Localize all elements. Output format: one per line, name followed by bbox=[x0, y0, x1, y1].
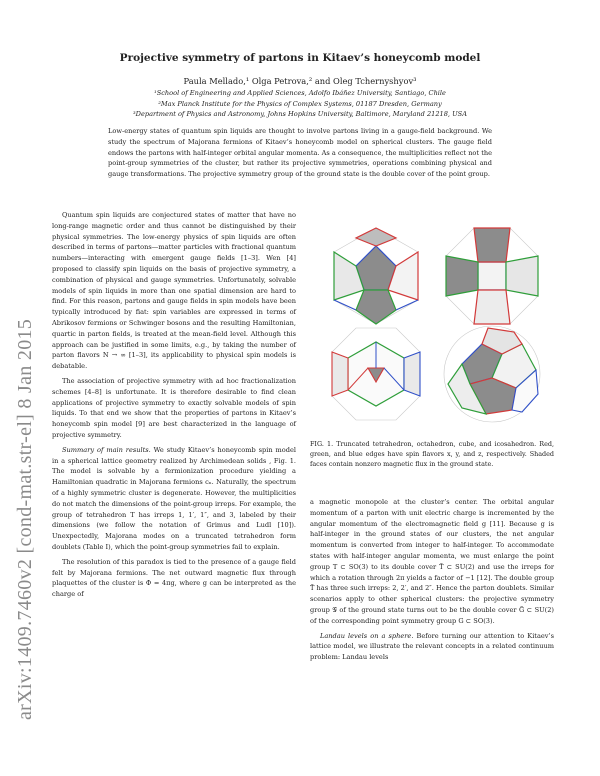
affiliation-1: ¹School of Engineering and Applied Sciences, Adolfo Ibáñez University, Santiago, Chile bbox=[154, 89, 446, 97]
right-column bbox=[310, 497, 554, 663]
paragraph: Quantum spin liquids are conjectured states of matter that have no long-range magnetic order and thus cannot be distinguished by their physical symmetries. The low-energy physics of spin liquids are often described in terms of partons—matter particles with fractional quantum numbers—interacting with emergent gauge fields [1–3]. Wen [4] proposed to classify spin liquids on the basis of projective symmetry, a combination of physical and gauge symmetries. Unfortunately, solvable models of spin liquids in more than one spatial dimension are hard to find. For this reason, partons and gauge fields in spin models have been typically introduced by fiat: spin variables are expressed in terms of Abrikosov fermions or Schwinger bosons and the resulting Hamiltonian, quartic in parton fields, is treated at the mean-field level. Although this approach can be justified in some limits, e.g., by taking the number of parton flavors N → ∞ [1–3], its applicability to physical spin models is debatable. bbox=[52, 211, 296, 371]
arxiv-id: arXiv:1409.7460v2 [cond-mat.str-el] 8 Jan 2015 bbox=[14, 318, 36, 720]
paper-authors: Paula Mellado,¹ Olga Petrova,² and Oleg Tchernyshyov³ bbox=[183, 76, 417, 86]
paragraph bbox=[52, 445, 296, 553]
affiliation-3: ³Department of Physics and Astronomy, Johns Hopkins University, Baltimore, Maryland 21218, USA bbox=[133, 110, 467, 119]
paragraph: The resolution of this paradox is tied to the presence of a gauge field felt by Majorana fermions. The net outward magnetic flux through plaquettes of the cluster is Φ = 4πg, where g can be interpreted as the charge of bbox=[52, 557, 296, 599]
figure-1 bbox=[318, 224, 550, 428]
figure-caption: FIG. 1. Truncated tetrahedron, octahedron, cube, and icosahedron. Red, green, and blue edges have spin flavors x, y, and z, respectively. Shaded faces contain nonzero magnetic flux in the ground state. bbox=[310, 440, 554, 468]
paragraph-body: We study Kitaev’s honeycomb spin model in a spherical lattice geometry realized by Archimedean solids , Fig. 1. The model is solvable by a fermionization procedure yielding a Hamiltonian quadratic in Majorana fermions cₙ. Naturally, the spectrum of a highly symmetric cluster is degenerate. However, the multiplicities do not match the dimensions of the point-group irreps. For example, the group of tetrahedron T has irreps 1, 1′, 1″, and 3, labeled by their dimensions (we follow the notation of Grimus and Ludl [10]). Unexpectedly, Majorana modes on a truncated tetrahedron form doublets (Table I), which the point-group symmetries fail to explain. bbox=[52, 445, 296, 551]
affiliation-2: ²Max Planck Institute for the Physics of Complex Systems, 01187 Dresden, Germany bbox=[158, 99, 442, 108]
paragraph: The association of projective symmetry with ad hoc fractionalization schemes [4–8] is unfortunate. It is therefore desirable to find clean applications of projective symmetry to exactly solvable models of spin liquids. To that end we show that the properties of partons in Kitaev’s honeycomb spin model [9] are best characterized in the language of projective symmetry. bbox=[52, 376, 296, 439]
left-column bbox=[52, 210, 296, 600]
truncated-cube-figure bbox=[332, 328, 420, 420]
arxiv-stamp bbox=[10, 220, 46, 720]
paragraph-lead: Landau levels on a sphere. bbox=[320, 631, 414, 640]
truncated-tetrahedron-figure bbox=[334, 228, 418, 324]
paragraph: a magnetic monopole at the cluster’s center. The orbital angular momentum of a parton with unit electric charge is incremented by the angular momentum of the electromagnetic field g [11]. Because g is half-integer in the ground states of our clusters, the net angular momentum is converted from integer to half-integer. To accommodate states with half-integer angular momenta, we must enlarge the point group T ⊂ SO(3) to its double cover T̃ ⊂ SU(2) and use the irreps for which a rotation through 2π yields a factor of −1 [12]. The double group T̃ has three such irreps: 2, 2′, and 2″. Hence the parton doublets. Similar scenarios apply to other spherical clusters: the projective symmetry group 𝒢 of the ground state turns out to be the double cover G̃ ⊂ SU(2) of the corresponding point symmetry group G ⊂ SO(3). bbox=[310, 498, 554, 625]
abstract: Low-energy states of quantum spin liquids are thought to involve partons living in a gauge-field background. We study the spectrum of Majorana fermions of Kitaev’s honeycomb model on spherical clusters. The gauge field endows the partons with half-integer orbital angular momenta. As a consequence, the multiplicities reflect not the point-group symmetries of the cluster, but rather its projective symmetries, operations combining physical and gauge transformations. The projective symmetry group of the ground state is the double cover of the point group. bbox=[108, 127, 492, 179]
paragraph-lead: Summary of main results. bbox=[62, 445, 151, 454]
paper-title: Projective symmetry of partons in Kitaev’s honeycomb model bbox=[119, 52, 481, 64]
paragraph-body: Before turning our attention to Kitaev’s lattice model, we illustrate the relevant concepts in a related continuum problem: Landau levels bbox=[310, 631, 554, 662]
paragraph bbox=[310, 631, 554, 663]
truncated-icosahedron-figure bbox=[444, 326, 540, 422]
affiliations bbox=[60, 88, 540, 120]
truncated-octahedron-figure bbox=[446, 228, 538, 324]
